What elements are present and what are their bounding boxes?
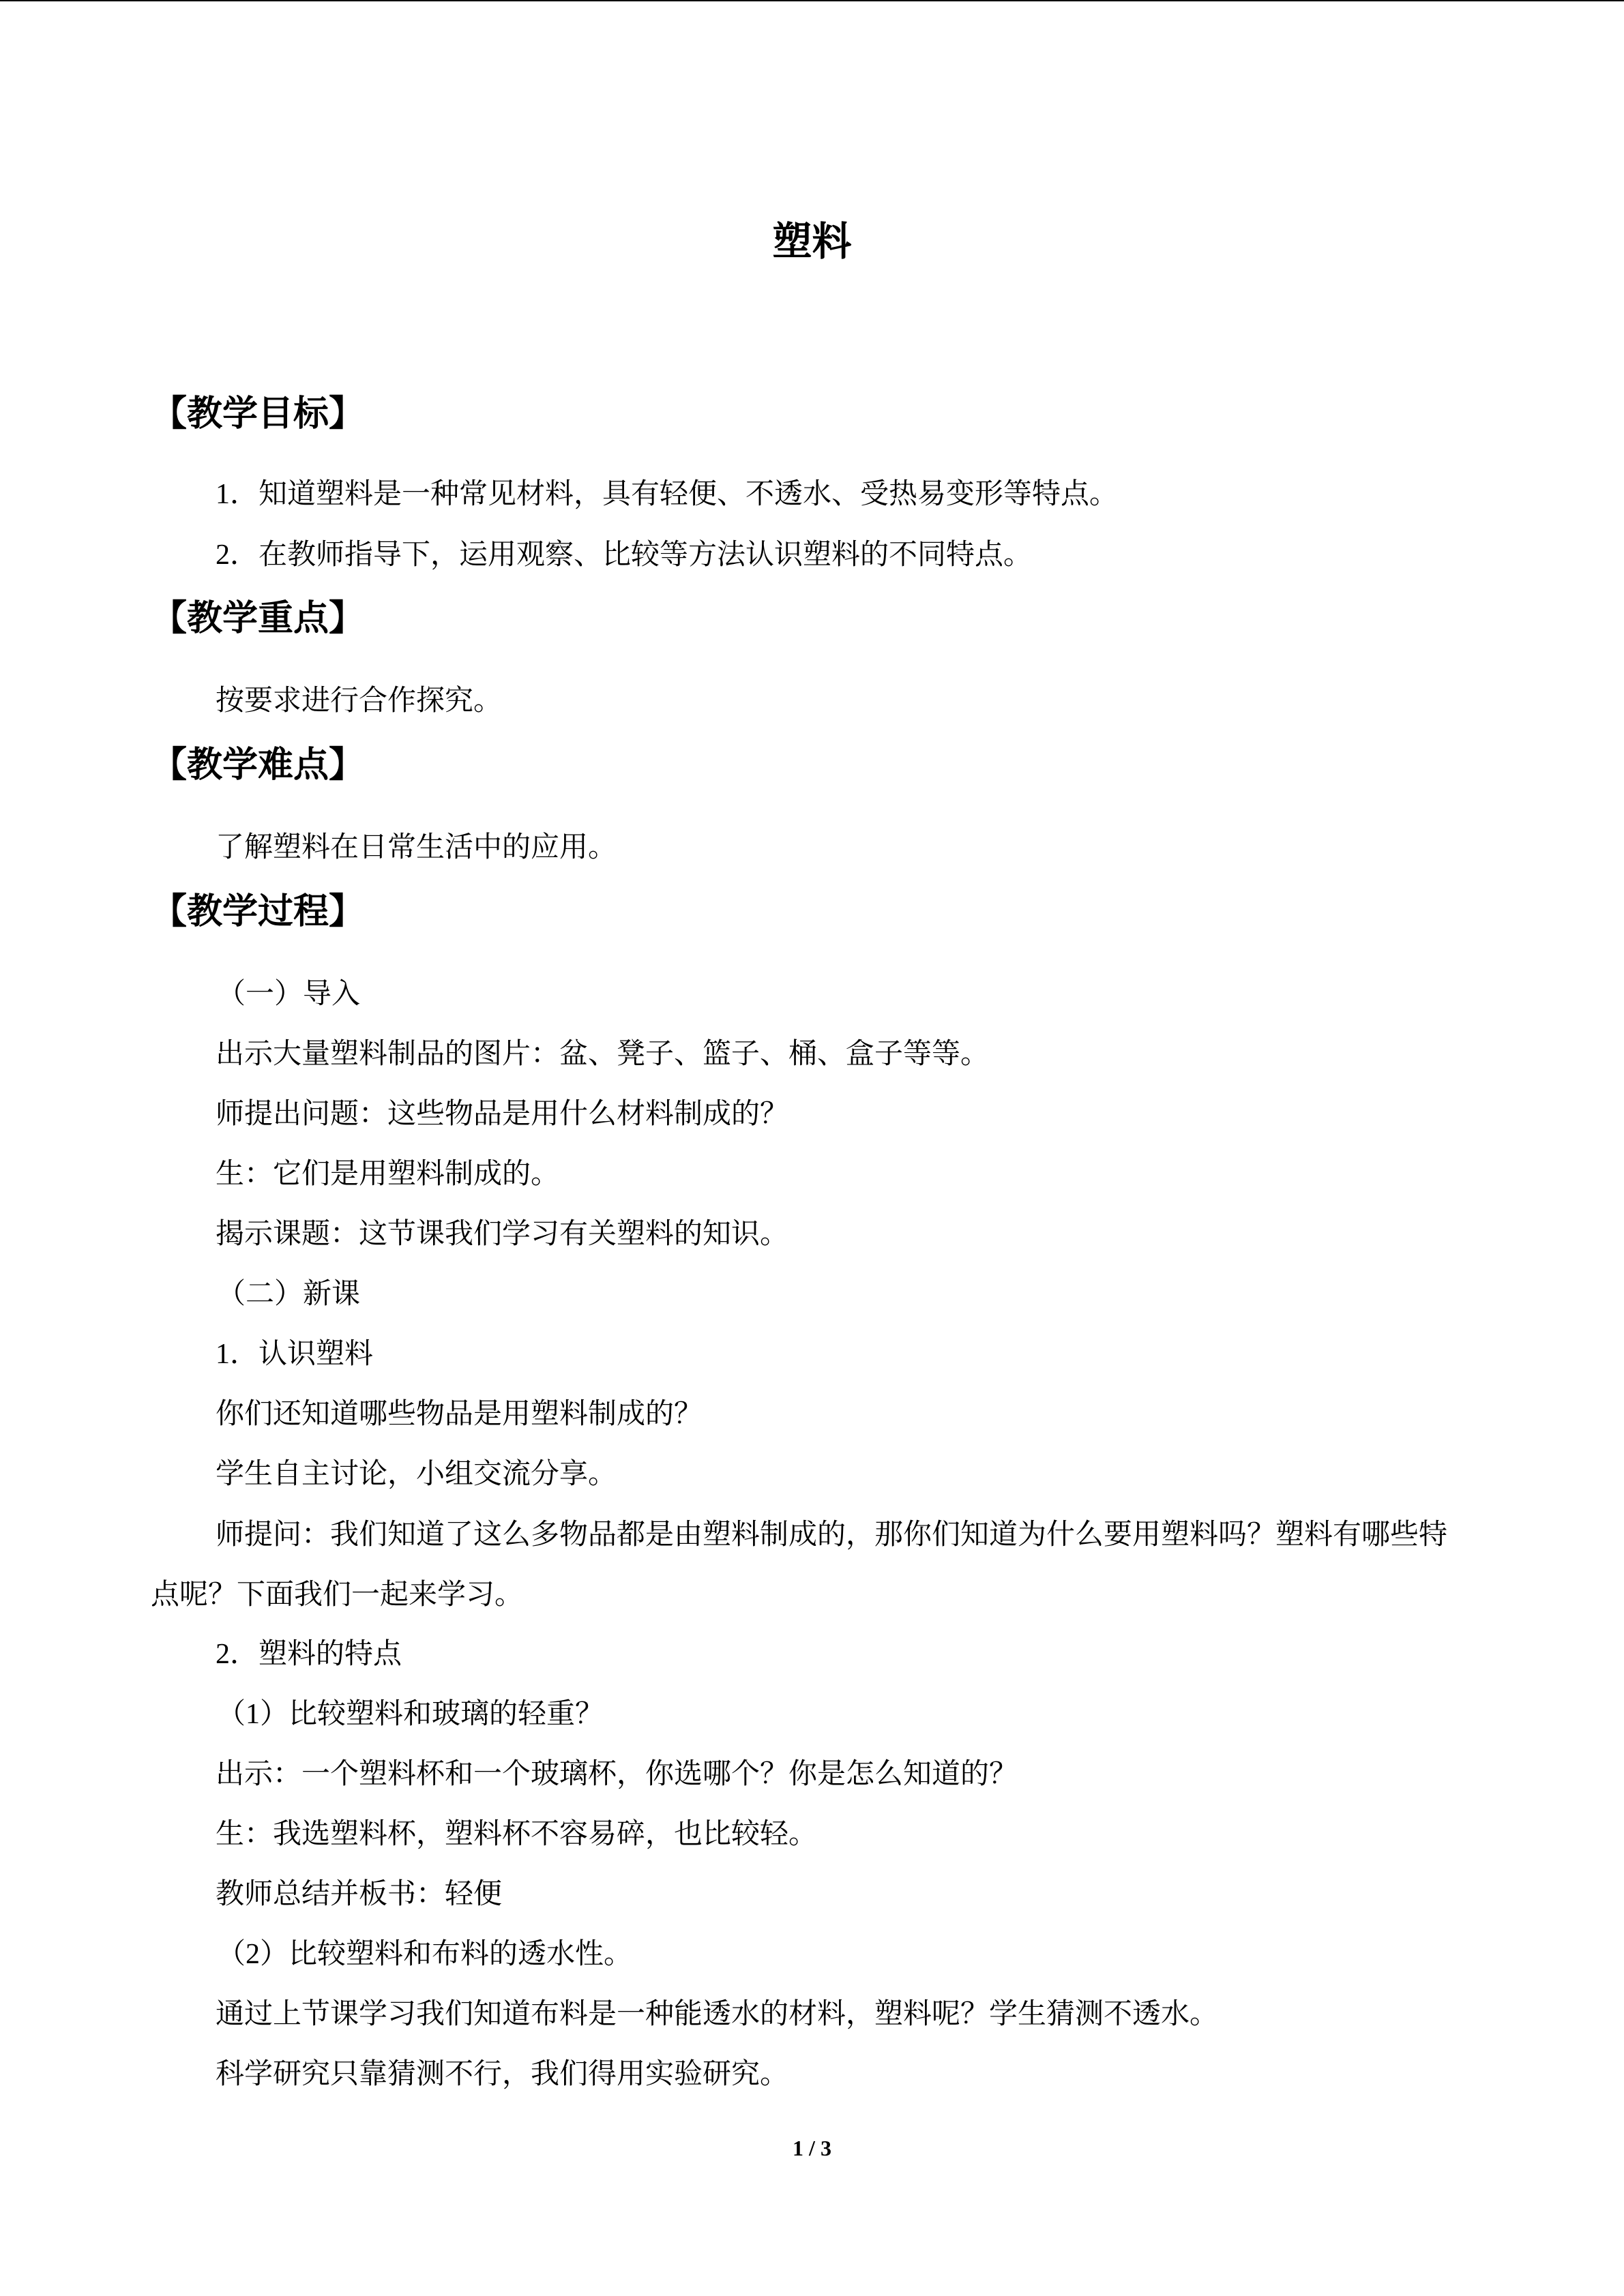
process-line: （1）比较塑料和玻璃的轻重？	[217, 1699, 604, 1730]
process-line: 科学研究只靠猜测不行，我们得用实验研究。	[216, 2059, 789, 2090]
heading-difficulty: 【教学难点】	[151, 746, 365, 785]
process-line: 1．认识塑料	[216, 1339, 374, 1370]
process-paragraph: 师提问：我们知道了这么多物品都是由塑料制成的，那你们知道为什么要用塑料吗？塑料有哪些特点呢？下面我们一起来学习。	[151, 1519, 1448, 1611]
process-line: 出示：一个塑料杯和一个玻璃杯，你选哪个？你是怎么知道的？	[216, 1759, 1018, 1790]
process-line: （二）新课	[217, 1279, 361, 1310]
top-border	[0, 0, 1624, 1]
process-line: 2．塑料的特点	[216, 1639, 402, 1670]
process-line: （一）导入	[217, 979, 361, 1010]
goal-item: 2．在教师指导下，运用观察、比较等方法认识塑料的不同特点。	[216, 539, 1033, 571]
page-number: 1 / 3	[793, 2136, 831, 2160]
goal-item: 1．知道塑料是一种常见材料，具有轻便、不透水、受热易变形等特点。	[216, 479, 1119, 510]
process-line: 生：我选塑料杯，塑料杯不容易碎，也比较轻。	[216, 1819, 818, 1850]
process-line: 生：它们是用塑料制成的。	[216, 1159, 560, 1190]
process-line: 揭示课题：这节课我们学习有关塑料的知识。	[216, 1219, 789, 1250]
heading-process: 【教学过程】	[151, 893, 365, 931]
process-line: 你们还知道哪些物品是用塑料制成的？	[216, 1399, 703, 1430]
process-line: （2）比较塑料和布料的透水性。	[217, 1939, 633, 1970]
process-line: 通过上节课学习我们知道布料是一种能透水的材料，塑料呢？学生猜测不透水。	[216, 1999, 1219, 2030]
process-line: 教师总结并板书：轻便	[216, 1879, 503, 1910]
key-text: 按要求进行合作探究。	[216, 685, 503, 717]
process-line: 师提出问题：这些物品是用什么材料制成的？	[216, 1099, 789, 1130]
heading-key: 【教学重点】	[151, 599, 365, 638]
difficulty-text: 了解塑料在日常生活中的应用。	[216, 832, 617, 863]
heading-goals: 【教学目标】	[151, 395, 365, 434]
process-line: 出示大量塑料制品的图片：盆、凳子、篮子、桶、盒子等等。	[216, 1039, 990, 1070]
process-line: 学生自主讨论，小组交流分享。	[216, 1459, 617, 1490]
page-title: 塑料	[772, 220, 852, 264]
